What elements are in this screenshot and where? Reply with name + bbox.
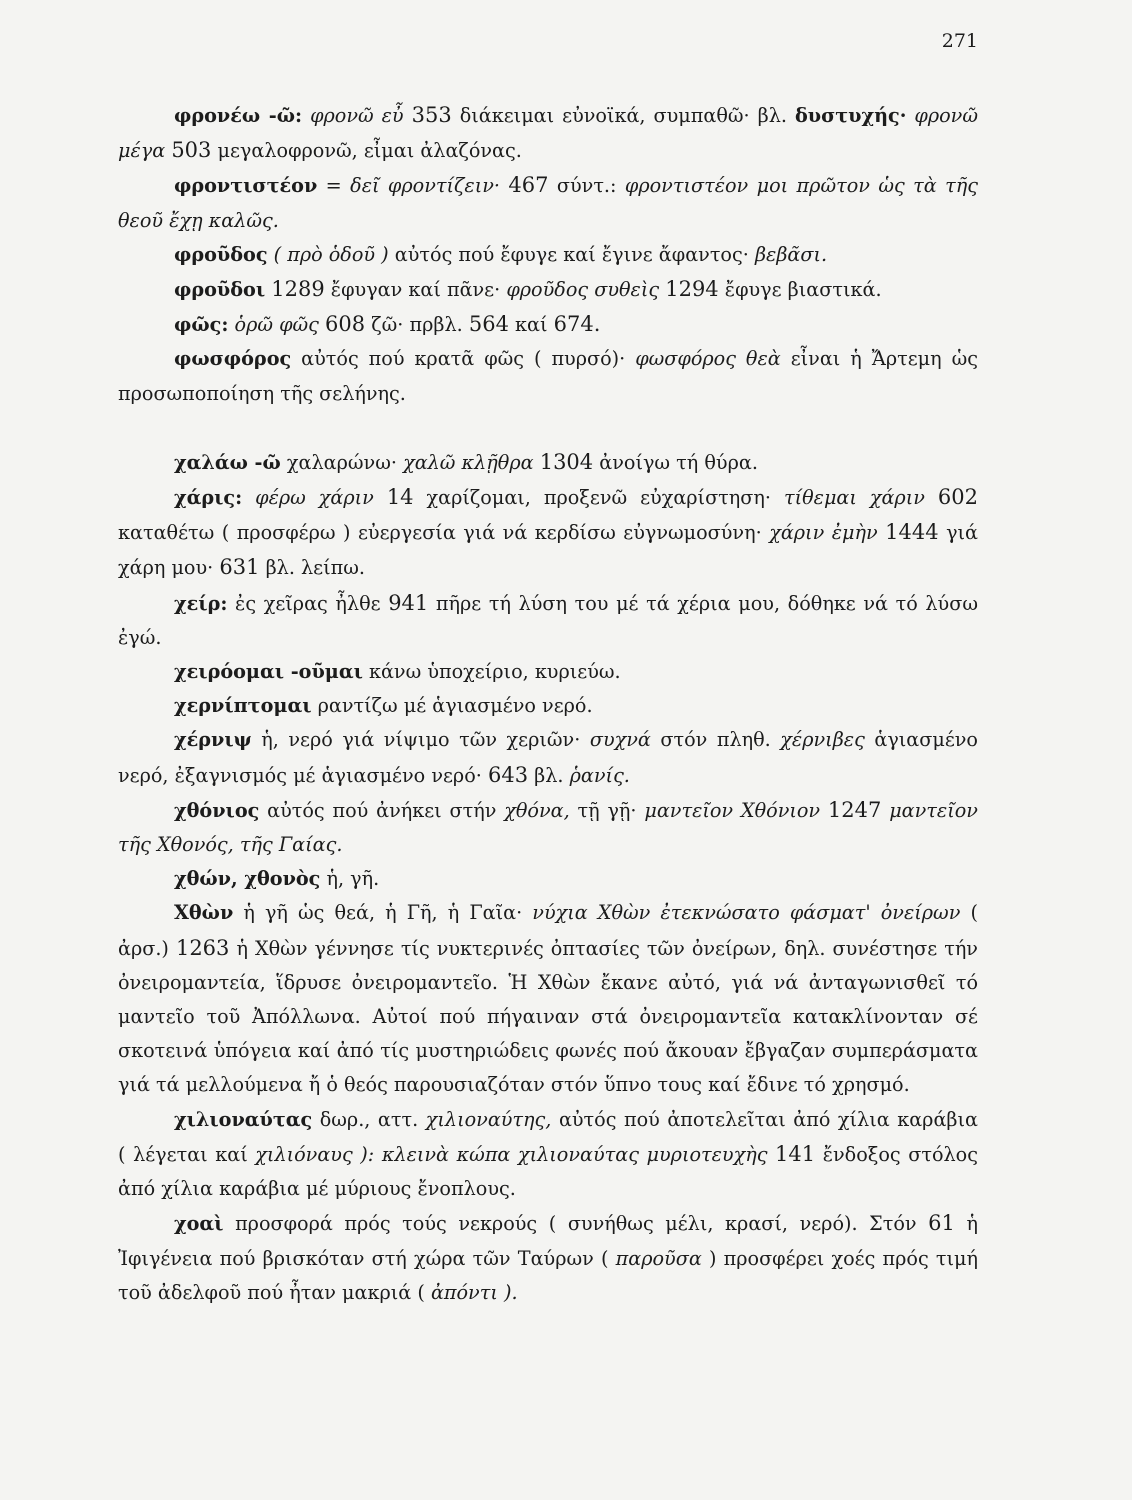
dictionary-entry [118,689,978,723]
entry-lemma: χερνίπτομαι [174,694,312,718]
entry-lemma: χείρ: [174,591,228,615]
citation: φρονῶ μέγα [118,104,978,163]
gloss-text: ἡ, νερό γιά νίψιμο τῶν χεριῶν· [261,728,581,752]
citation: χέρνιβες [780,728,865,752]
dictionary-entry [118,896,978,1102]
citation: νύχια Χθὼν ἐτεκνώσατο φάσματ' ὀνείρων [532,901,961,925]
dictionary-entry [118,98,978,168]
gloss-text: ἡ Ἰφιγένεια πού βρισκόταν στή χώρα τῶν Ταύρων ( [118,1212,978,1270]
gloss-text: χαρίζομαι, προξενῶ εὐχαρίστηση· [426,486,771,510]
citation: φωσφόρος θεὰ [635,347,781,371]
dictionary-entry [118,480,978,586]
verse-number: 1247 [827,797,882,822]
entry-lemma: φῶς: [174,313,229,337]
verse-number: 467 [508,173,549,198]
citation: ( πρὸ ὁδοῦ ) [273,242,389,266]
verse-number: 1289 [271,277,325,302]
entry-lemma: χθόνιος [174,798,260,822]
dictionary-entry [118,168,978,237]
citation: χθόνα, [504,798,570,822]
dictionary-entry [118,655,978,689]
verse-number: 941 [388,590,429,615]
verse-number: 602 [937,485,978,510]
section-gap [118,411,978,445]
verse-number: 1294 [665,277,719,302]
citation: φέρω χάριν [255,486,374,510]
verse-number: 14 [386,485,414,510]
verse-number: 1444 [885,520,939,545]
citation: φροντιστέον μοι πρῶτον ὡς τὰ τῆς θεοῦ ἔχῃ καλῶς. [118,174,978,232]
dictionary-entry [118,238,978,272]
dictionary-entry [118,445,978,480]
gloss-text: δωρ., αττ. [319,1107,419,1131]
gloss-text: τῇ γῇ· [577,798,637,822]
citation: χάριν ἐμὴν [769,521,878,545]
entry-lemma: Χθὼν [174,901,234,925]
gloss-text: ἔφυγαν καί πᾶνε· [330,278,501,302]
gloss-text: χαλαρώνω· [286,450,397,474]
page-number: 271 [941,30,978,52]
entry-lemma: χαλάω -ῶ [174,450,281,474]
dictionary-entry [118,723,978,792]
gloss-text: ) προσφέρει χοές πρός τιμή τοῦ ἀδελφοῦ πού ἦταν μακριά ( [118,1246,978,1304]
citation: χιλιόναυς ): [255,1142,375,1166]
gloss-text: βλ. λείπω. [265,556,365,580]
verse-number: 564 [468,312,509,337]
verse-number: 353 [411,103,452,127]
entry-lemma: χειρόομαι -οῦμαι [174,660,363,684]
gloss-text: ραντίζω μέ ἁγιασμένο νερό. [317,694,593,718]
gloss-text: εἶναι ἡ Ἄρτεμη ὡς προσωποποίηση τῆς σελήνης. [118,347,978,405]
dictionary-entry [118,586,978,655]
verse-number: 674. [553,312,601,337]
gloss-text: αὐτός πού ἀποτελεῖται ἀπό χίλια καράβια ( λέγεται καί [118,1107,978,1166]
dictionary-entry [118,307,978,342]
citation: φρονῶ εὖ [310,104,404,127]
gloss-text: ( ἀρσ.) [118,901,978,960]
gloss-text: ἡ Χθὼν γέννησε τίς νυκτερινές ὀπτασίες τῶν ὀνείρων, δηλ. συνέστησε τήν ὀνειρομαντεία, ἵδρυσε ὀνειρομαντεῖο. Ἡ Χθὼν ἔκανε αὐτό, γιά νά ἀνταγωνισθεῖ τό μαντεῖο τοῦ Ἀπόλλωνα. Αὐτοί πού πήγαιναν στά ὀνειρομαντεῖα κατακλίνονταν σέ σκοτεινά ὑπόγεια καί ἀπό τίς μυστηριώδεις φωνές πού ἄκουαν ἔβγαζαν συμπεράσματα γιά τά μελλούμενα ἤ ὁ θεός παρουσιαζόταν στόν ὕπνο τους καί ἔδινε τό χρησμό. [118,936,978,1097]
gloss-text: προσφορά πρός τούς νεκρούς ( συνήθως μέλι, κρασί, νερό). Στόν [235,1212,917,1236]
gloss-text: στόν πληθ. [660,728,771,752]
gloss-text: βλ. [534,763,564,787]
gloss-text: ζῶ· πρβλ. [371,313,463,337]
entry-lemma: χάρις: [174,486,243,510]
gloss-text: ἡ γῆ ὡς θεά, ἡ Γῆ, ἡ Γαῖα· [243,901,523,925]
entry-lemma: φωσφόρος [174,347,292,371]
gloss-text: αὐτός πού ἀνήκει στήν [267,798,497,822]
entry-lemma: φρονέω -ῶ: [174,104,303,127]
citation: μαντεῖον Χθόνιον [644,798,821,822]
gloss-text: μεγαλοφρονῶ, εἶμαι ἀλαζόνας. [217,139,522,163]
citation: ῥανίς. [569,763,630,787]
gloss-text: ἔφυγε βιαστικά. [724,278,882,302]
dictionary-entry [118,1103,978,1207]
dictionary-entry [118,272,978,307]
dictionary-entry [118,1206,978,1310]
gloss-text: καταθέτω ( προσφέρω ) εὐεργεσία γιά νά κερδίσω εὐγνωμοσύνη· [118,521,762,545]
gloss-text: αὐτός πού ἔφυγε καί ἔγινε ἄφαντος· [394,242,749,266]
citation: φροῦδος συθεὶς [506,278,660,302]
entry-lemma: χοαὶ [174,1212,224,1236]
verse-number: 1263 [175,935,230,960]
citation: τίθεμαι χάριν [783,486,925,510]
gloss-text: διάκειμαι εὐνοϊκά, συμπαθῶ· βλ. [459,104,787,127]
verse-number: 141 [775,1141,816,1166]
gloss-text: ἀνοίγω τή θύρα. [599,450,758,474]
verse-number: 643 [487,762,529,787]
entry-lemma: χθών, χθονὸς [174,867,321,891]
citation: χιλιοναύτης, [425,1107,552,1131]
entry-lemma: φροῦδοι [174,278,266,302]
gloss-text: ἁγιασμένο νερό, ἐξαγνισμός μέ ἁγιασμένο νερό· [118,728,978,787]
gloss-text: αὐτός πού κρατᾶ φῶς ( πυρσό)· [301,347,626,371]
dictionary-entry [118,793,978,862]
verse-number: 503 [171,138,212,163]
verse-number: 1304 [539,449,594,474]
verse-number: 61 [928,1211,955,1236]
gloss-text: ἐς χεῖρας ἦλθε [235,591,381,615]
gloss-text: ἡ, γῆ. [326,867,380,891]
citation: παροῦσα [615,1246,702,1270]
citation: συχνά [589,728,651,752]
entry-lemma: χιλιοναύτας [174,1107,313,1131]
citation: μαντεῖον τῆς Χθονός, τῆς Γαίας. [118,798,978,857]
verse-number: 608 [325,312,366,337]
lexicon-page [118,98,978,1310]
citation: βεβᾶσι. [754,242,828,266]
citation: κλεινὰ κώπα χιλιοναύτας μυριοτευχὴς [381,1142,768,1166]
entry-lemma: φροντιστέον [174,174,318,198]
entry-lemma: φροῦδος [174,242,268,266]
gloss-text: ἔνδοξος στόλος ἀπό χίλια καράβια μέ μύριους ἔνοπλους. [118,1142,978,1201]
dictionary-entry [118,342,978,410]
citation: = δεῖ φροντίζειν· [325,174,500,198]
citation: ἀπόντι ). [430,1280,518,1304]
citation: χαλῶ κλῇθρα [403,450,534,474]
gloss-text: σύντ.: [556,174,617,198]
inline-lemma: δυστυχής· [794,104,907,127]
gloss-text: καί [515,313,548,337]
verse-number: 631 [219,555,260,580]
gloss-text: γιά χάρη μου· [118,521,979,580]
citation: ὁρῶ φῶς [234,313,319,337]
entry-lemma: χέρνιψ [174,728,252,752]
dictionary-entry [118,862,978,896]
gloss-text: πῆρε τή λύση του μέ τά χέρια μου, δόθηκε νά τό λύσω ἐγώ. [118,591,978,649]
gloss-text: κάνω ὑποχείριο, κυριεύω. [368,660,621,684]
